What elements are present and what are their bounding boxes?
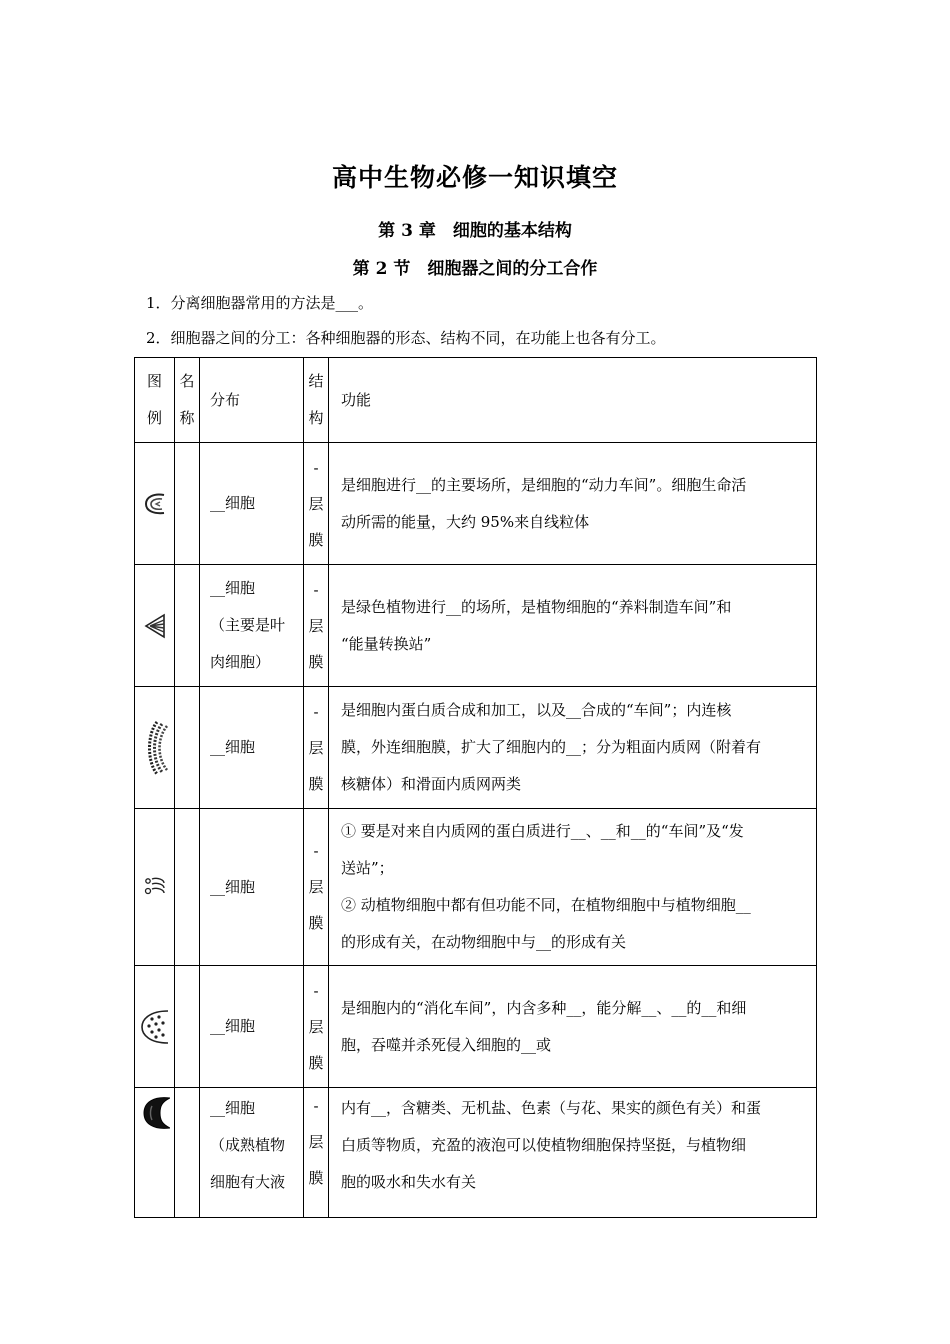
image-cell: [135, 687, 175, 809]
distribution-cell: __细胞 （成熟植物 细胞有大液: [200, 1088, 304, 1218]
function-cell: ① 要是对来自内质网的蛋白质进行__、__和__的“车间”及“发 送站”； ② 动植物细胞中都有但功能不同，在植物细胞中与植物细胞__ 的形成有关，在动物细胞中与__的形成有关: [329, 809, 817, 966]
image-cell: [135, 565, 175, 687]
function-cell: 是细胞内的“消化车间”，内含多种__，能分解__、__的__和细 胞，吞噬并杀死侵入细胞的__或: [329, 966, 817, 1088]
structure-cell: - 层 膜: [304, 1088, 329, 1218]
distribution-cell: __细胞: [200, 809, 304, 966]
vacuole-icon: [140, 1096, 170, 1130]
structure-cell: - 层 膜: [304, 565, 329, 687]
image-cell: [135, 443, 175, 565]
image-cell: [135, 966, 175, 1088]
function-cell: 内有__，含糖类、无机盐、色素（与花、果实的颜色有关）和蛋 白质等物质，充盈的液泡可以使植物细胞保持坚挺，与植物细 胞的吸水和失水有关: [329, 1088, 817, 1218]
structure-cell: - 层 膜: [304, 687, 329, 809]
page-title: 高中生物必修一知识填空: [331, 163, 618, 192]
header-structure: 结 构: [304, 358, 329, 443]
endoplasmic-reticulum-icon: [141, 720, 169, 776]
table-header-row: [135, 358, 817, 443]
table-row: [135, 809, 817, 966]
function-cell: 是绿色植物进行__的场所，是植物细胞的“养料制造车间”和 “能量转换站”: [329, 565, 817, 687]
distribution-cell: __细胞: [200, 687, 304, 809]
function-cell: 是细胞内蛋白质合成和加工，以及__合成的“车间”；内连核 膜，外连细胞膜，扩大了细胞内的__；分为粗面内质网（附着有 核糖体）和滑面内质网两类: [329, 687, 817, 809]
header-function: 功能: [329, 358, 817, 443]
lysosome-icon: [140, 1009, 170, 1045]
distribution-cell: __细胞 （主要是叶 肉细胞）: [200, 565, 304, 687]
structure-cell: - 层 膜: [304, 809, 329, 966]
table-row: [135, 565, 817, 687]
organelle-table: [134, 357, 817, 1218]
image-cell: [135, 809, 175, 966]
chloroplast-icon: [142, 611, 168, 641]
distribution-cell: __细胞: [200, 966, 304, 1088]
table-row: [135, 966, 817, 1088]
section-heading: 第 2 节 细胞器之间的分工合作: [352, 259, 598, 279]
image-cell: [135, 1088, 175, 1218]
structure-cell: - 层 膜: [304, 443, 329, 565]
table-row: [135, 443, 817, 565]
question-1: 1．分离细胞器常用的方法是___。: [146, 294, 374, 312]
table-row: [135, 687, 817, 809]
structure-cell: - 层 膜: [304, 966, 329, 1088]
table-row: [135, 1088, 817, 1218]
mitochondrion-icon: [142, 489, 168, 519]
header-image: 图 例: [135, 358, 175, 443]
function-cell: 是细胞进行__的主要场所，是细胞的“动力车间”。细胞生命活 动所需的能量，大约 95%来自线粒体: [329, 443, 817, 565]
distribution-cell: __细胞: [200, 443, 304, 565]
golgi-apparatus-icon: [142, 874, 168, 900]
chapter-heading: 第 3 章 细胞的基本结构: [378, 221, 572, 241]
question-2: 2．细胞器之间的分工：各种细胞器的形态、结构不同，在功能上也各有分工。: [146, 329, 666, 347]
header-distribution: 分布: [200, 358, 304, 443]
header-name: 名 称: [175, 358, 200, 443]
